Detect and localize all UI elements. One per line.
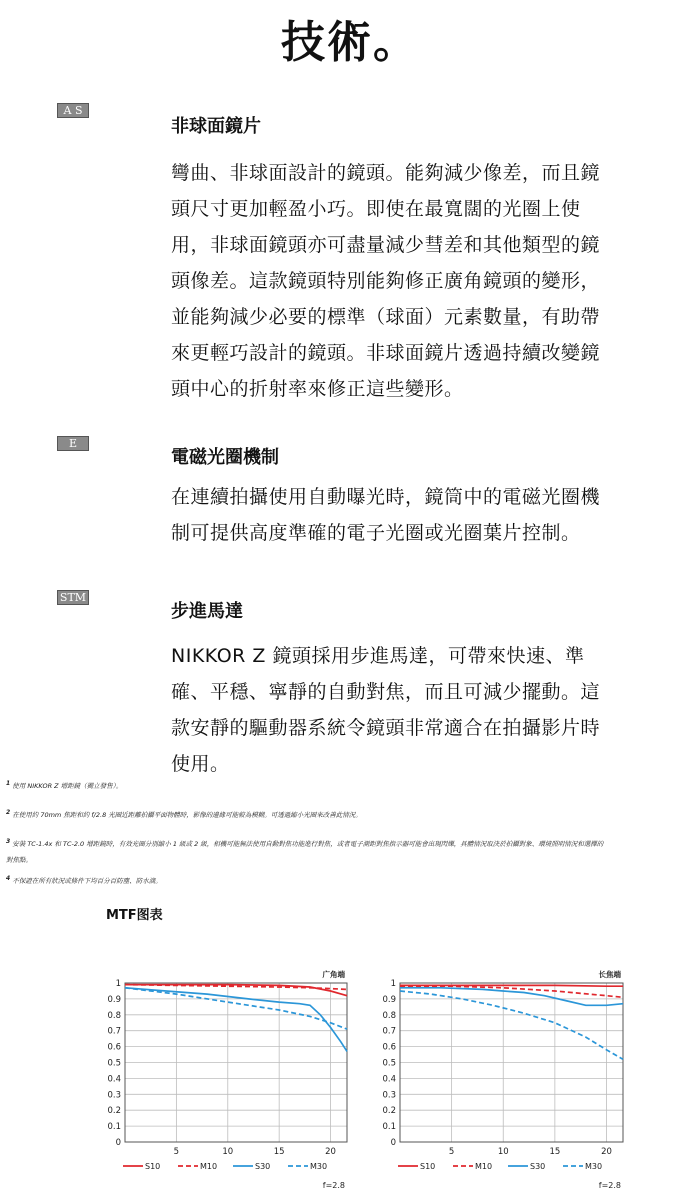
chart-title: 广角端 [322, 970, 345, 979]
footnote: $^2$ 在使用約 70mm 焦距和約 f/2.8 光圈近距離拍攝平面物體時，影像的邊緣可能較為模糊。可透過縮小光圈來改善此情況。 [6, 809, 362, 820]
y-tick-label: 0 [390, 1138, 396, 1148]
y-tick-label: 0.6 [107, 1042, 121, 1053]
section-title-stepping-motor: 步進馬達 [171, 601, 243, 622]
body-line: 確、平穩、寧靜的自動對焦，而且可減少擺動。這 [171, 681, 601, 703]
section-body-electromagnetic [171, 479, 671, 551]
body-line: NIKKOR Z 鏡頭採用步進馬達，可帶來快速、準 [171, 645, 585, 667]
section-body-stepping-motor [171, 638, 671, 782]
series-line-m30 [400, 991, 623, 1059]
section-title-electromagnetic: 電磁光圈機制 [171, 447, 279, 468]
x-tick-label: 20 [601, 1147, 612, 1157]
x-tick-label: 15 [273, 1147, 285, 1157]
body-line: 彎曲、非球面設計的鏡頭。能夠減少像差，而且鏡 [171, 162, 601, 184]
x-tick-label: 15 [549, 1147, 561, 1157]
legend-label: S30 [255, 1162, 271, 1171]
y-tick-label: 0.7 [382, 1026, 396, 1037]
mtf-heading: MTF图表 [106, 908, 163, 923]
x-tick-label: 5 [448, 1147, 455, 1157]
y-tick-label: 0.7 [107, 1026, 121, 1037]
body-line: 在連續拍攝使用自動曝光時，鏡筒中的電磁光圈機 [171, 486, 601, 508]
section-title-aspherical: 非球面鏡片 [171, 116, 261, 137]
y-tick-label: 0.4 [107, 1074, 121, 1085]
x-tick-label: 5 [173, 1147, 180, 1157]
electromagnetic-badge-icon: E [57, 436, 89, 451]
y-tick-label: 0.5 [382, 1058, 396, 1069]
series-line-s30 [125, 988, 347, 1052]
legend-label: M10 [200, 1162, 218, 1171]
body-line: 頭像差。這款鏡頭特別能夠修正廣角鏡頭的變形， [171, 270, 601, 292]
x-tick-label: 20 [325, 1147, 336, 1157]
y-tick-label: 0.4 [382, 1074, 396, 1085]
y-tick-label: 0.8 [382, 1010, 396, 1021]
footnote: $^3$ 安裝 TC-1.4x 和 TC-2.0 增距鏡時，有效光圈分別縮小 1 級或 2 級，相機可能無法使用自動對焦功能進行對焦，或者電子測距對焦指示器可能會出現閃爍，具體情況取決於拍攝對象、環境照明情況和選擇的 [6, 838, 604, 849]
x-tick-label: 10 [222, 1147, 234, 1157]
mtf-charts [0, 940, 700, 1200]
legend-label: S10 [145, 1162, 161, 1171]
legend-label: M30 [585, 1162, 603, 1171]
body-line: 來更輕巧設計的鏡頭。非球面鏡片透過持續改變鏡 [171, 342, 601, 364]
y-tick-label: 0.9 [382, 994, 396, 1005]
y-tick-label: 0.2 [107, 1106, 121, 1117]
y-tick-label: 0.1 [107, 1122, 121, 1133]
footnote: $^1$ 使用 NIKKOR Z 增距鏡（獨立發售）。 [6, 780, 123, 791]
legend-label: M30 [310, 1162, 328, 1171]
page-title: 技術。 [281, 17, 419, 68]
body-line: 頭尺寸更加輕盈小巧。即使在最寬闊的光圈上使 [171, 198, 581, 220]
x-tick-label: 10 [497, 1147, 509, 1157]
body-line: 制可提供高度準確的電子光圈或光圈葉片控制。 [171, 522, 581, 544]
chart-title: 长焦端 [598, 970, 621, 979]
y-tick-label: 0.3 [107, 1090, 121, 1101]
aspherical-badge-icon: A S [57, 103, 89, 118]
aperture-label: f=2.8 [598, 1181, 621, 1190]
body-line: 並能夠減少必要的標準（球面）元素數量，有助帶 [171, 306, 601, 328]
y-tick-label: 0.8 [107, 1010, 121, 1021]
y-tick-label: 0.1 [382, 1122, 396, 1133]
footnote-continuation: 對焦點。 [6, 856, 32, 864]
y-tick-label: 0.2 [382, 1106, 396, 1117]
footnote: $^4$ 不保證在所有狀況或條件下均百分百防塵、防水滴。 [6, 875, 162, 886]
y-tick-label: 0 [115, 1138, 121, 1148]
aperture-label: f=2.8 [322, 1181, 345, 1190]
y-tick-label: 0.3 [382, 1090, 396, 1101]
body-line: 用，非球面鏡頭亦可盡量減少彗差和其他類型的鏡 [171, 234, 601, 256]
body-line: 使用。 [171, 753, 230, 775]
y-tick-label: 0.5 [107, 1058, 121, 1069]
legend-label: M10 [475, 1162, 493, 1171]
legend-label: S30 [530, 1162, 546, 1171]
y-tick-label: 1 [115, 979, 121, 989]
y-tick-label: 1 [390, 979, 396, 989]
body-line: 頭中心的折射率來修正這些變形。 [171, 378, 464, 400]
legend-label: S10 [420, 1162, 436, 1171]
y-tick-label: 0.6 [382, 1042, 396, 1053]
body-line: 款安靜的驅動器系統令鏡頭非常適合在拍攝影片時 [171, 717, 601, 739]
y-tick-label: 0.9 [107, 994, 121, 1005]
section-body-aspherical [171, 155, 671, 407]
series-line-s30 [400, 988, 623, 1006]
stepping-motor-badge-icon: STM [57, 590, 89, 605]
